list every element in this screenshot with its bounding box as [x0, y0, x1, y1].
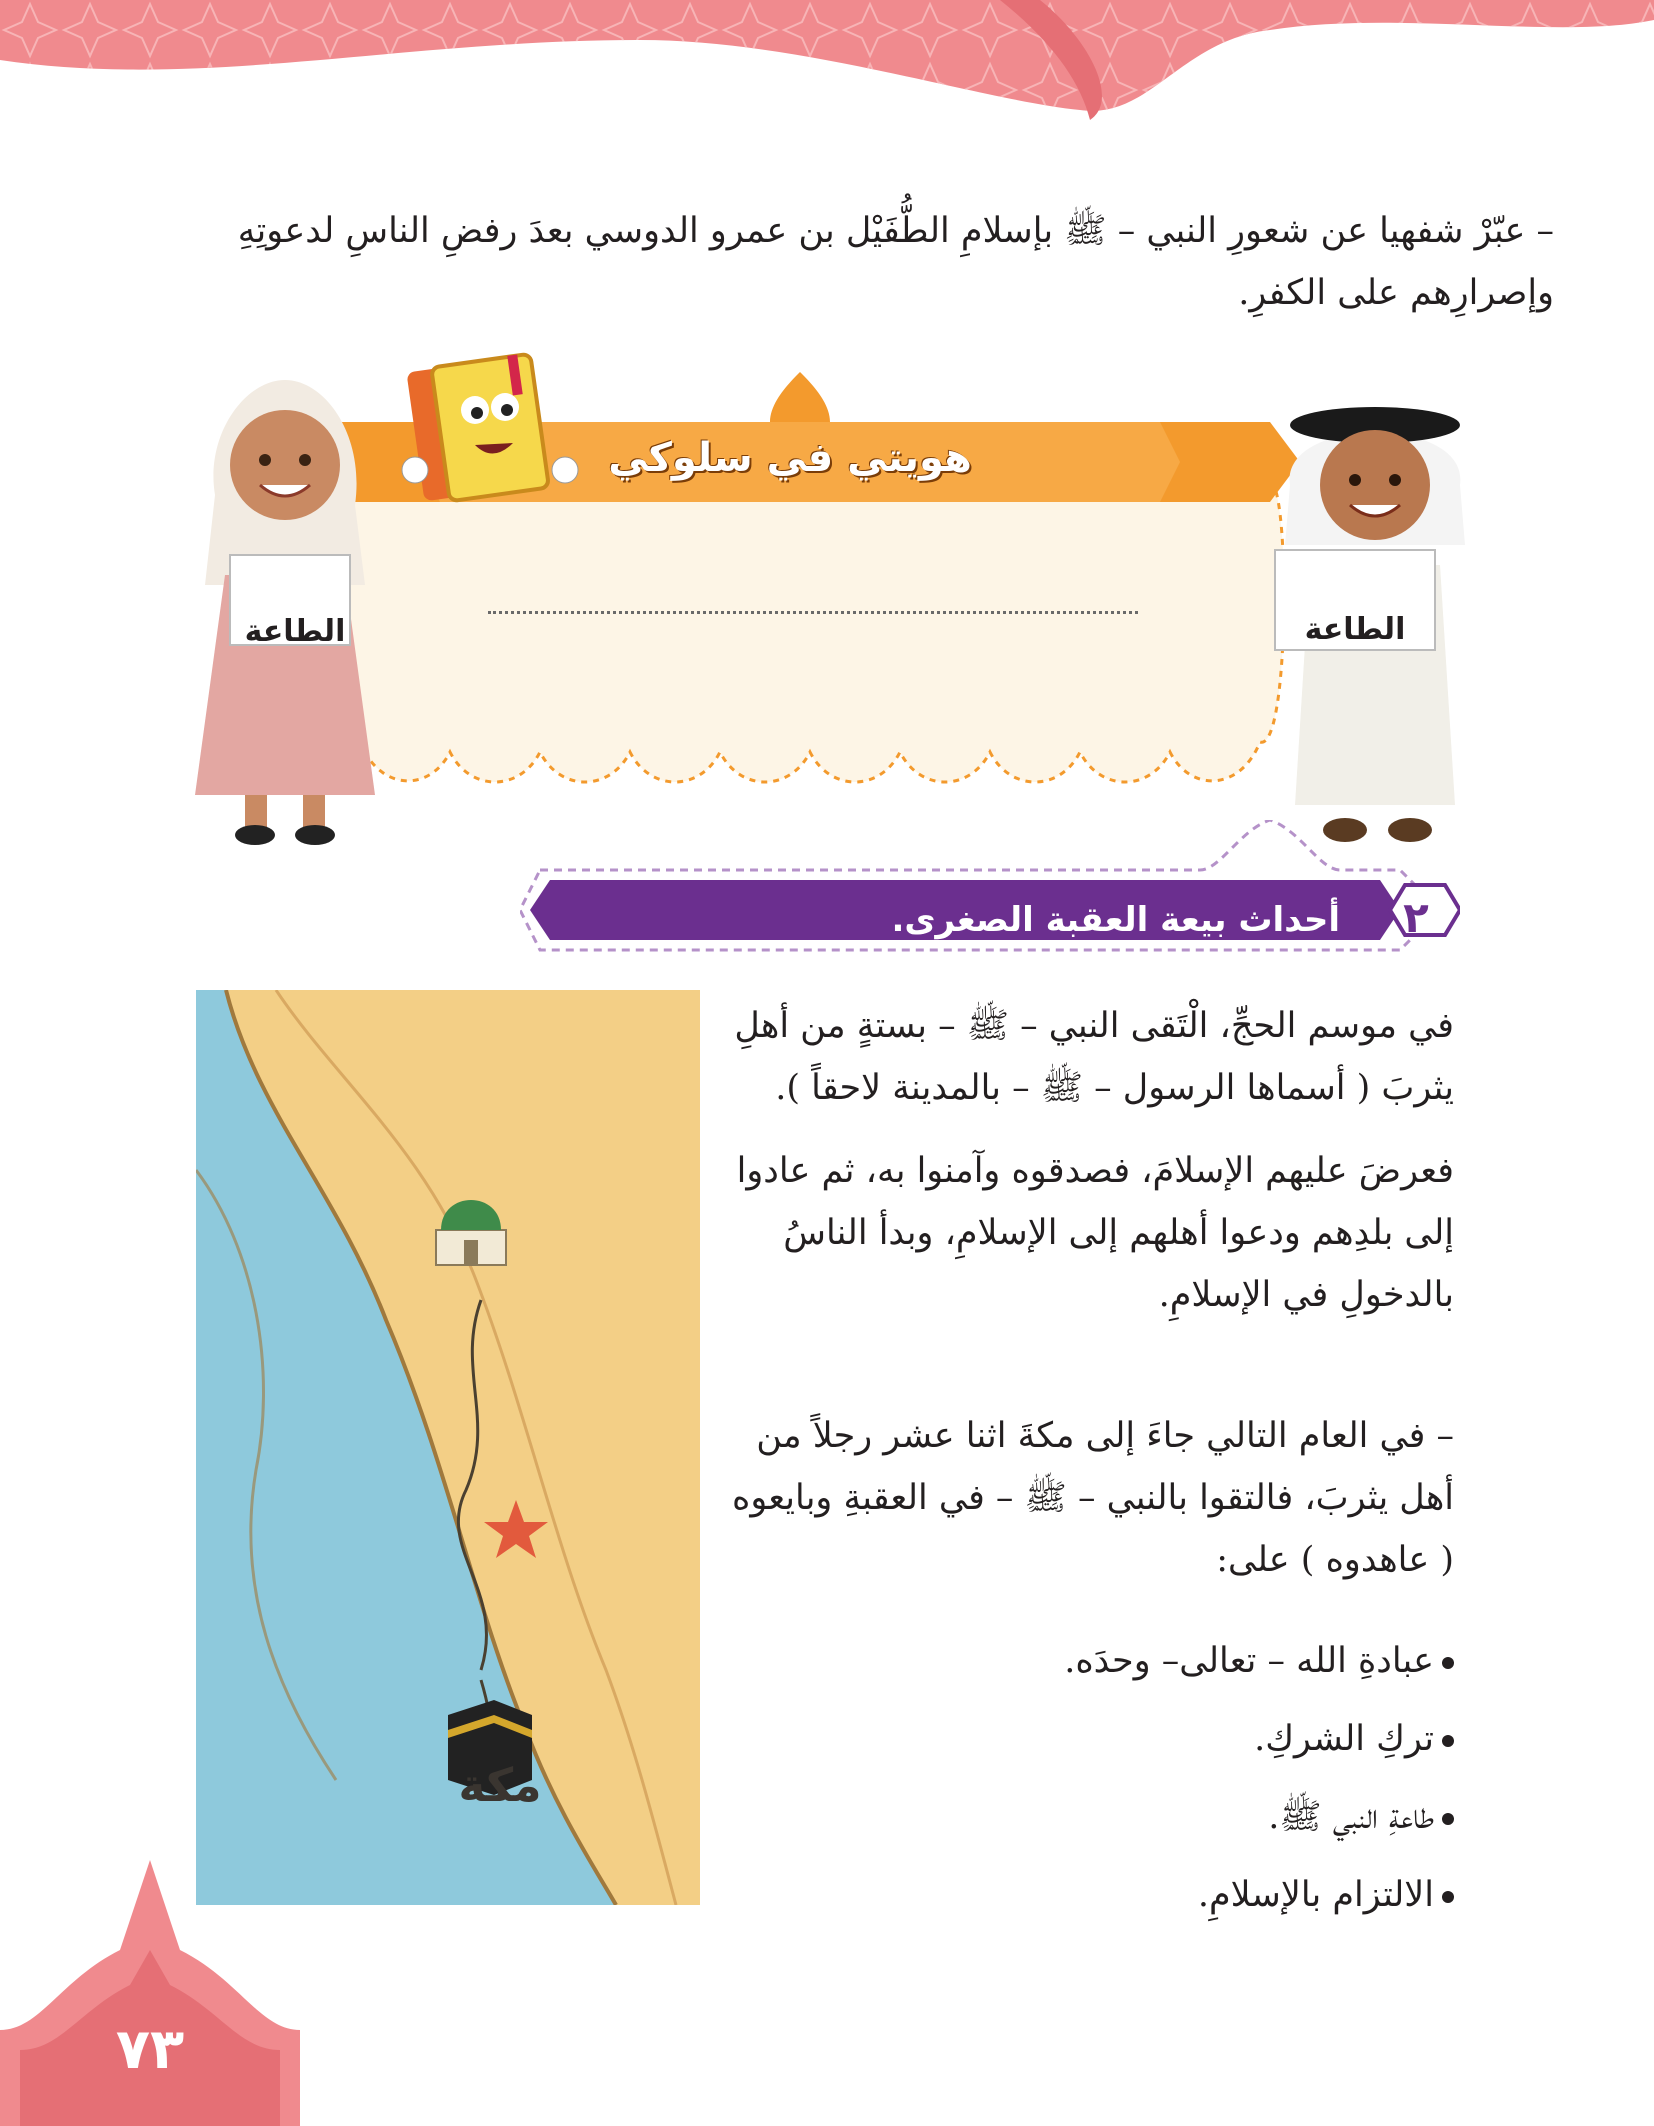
section-number: ٢ [1403, 893, 1429, 942]
list-item: طاعةِ النبي ﷺ. [724, 1786, 1454, 1848]
paragraph-2: فعرضَ عليهم الإسلامَ، فصدقوه وآمنوا به، ثم عادوا إلى بلدِهم ودعوا أهلهم إلى الإسلامِ، وبدأ الناسُ بالدخولِ في الإسلامِ. [736, 1151, 1454, 1315]
identity-title: هويتي في سلوكي [608, 435, 972, 481]
bullet-icon [1442, 1735, 1454, 1747]
intro-paragraph: – عبّرْ شفهيا عن شعورِ النبي – ﷺ بإسلامِ الطُّفَيْل بن عمرو الدوسي بعدَ رفضِ الناسِ لدعوتِهِ وإصرارِهم على الكفرِ. [237, 211, 1554, 313]
pledge-list [724, 1630, 1454, 1942]
paragraph-3: – في العام التالي جاءَ إلى مكةَ اثنا عشر رجلاً من أهل يثربَ، فالتقوا بالنبي – ﷺ – في العقبةِ وبايعوه ( عاهدوه ) على: [731, 1416, 1454, 1580]
bullet-icon [1442, 1657, 1454, 1669]
list-item: الالتزام بالإسلامِ. [724, 1864, 1454, 1926]
bullet-icon [1442, 1891, 1454, 1903]
map-label-makkah: مكة [458, 1758, 542, 1812]
boy-sign-label: الطاعة [1304, 612, 1406, 647]
bullet-icon [1442, 1813, 1454, 1825]
page-number: ٧٣ [115, 2017, 185, 2082]
book-mascot-icon [395, 345, 585, 515]
girl-sign-label: الطاعة [244, 614, 346, 649]
answer-dotted-line[interactable] [488, 575, 1138, 614]
section-title: أحداث بيعة العقبة الصغرى. [891, 900, 1340, 940]
paragraph-1: في موسم الحجِّ، الْتَقى النبي – ﷺ – بستةٍ من أهلِ يثربَ ( أسماها الرسول – ﷺ – بالمدينة لاحقاً ). [734, 1006, 1454, 1108]
list-item: تركِ الشركِ. [724, 1708, 1454, 1770]
top-decorative-band [0, 0, 1654, 190]
list-item: عبادةِ الله – تعالى– وحدَه. [724, 1630, 1454, 1692]
